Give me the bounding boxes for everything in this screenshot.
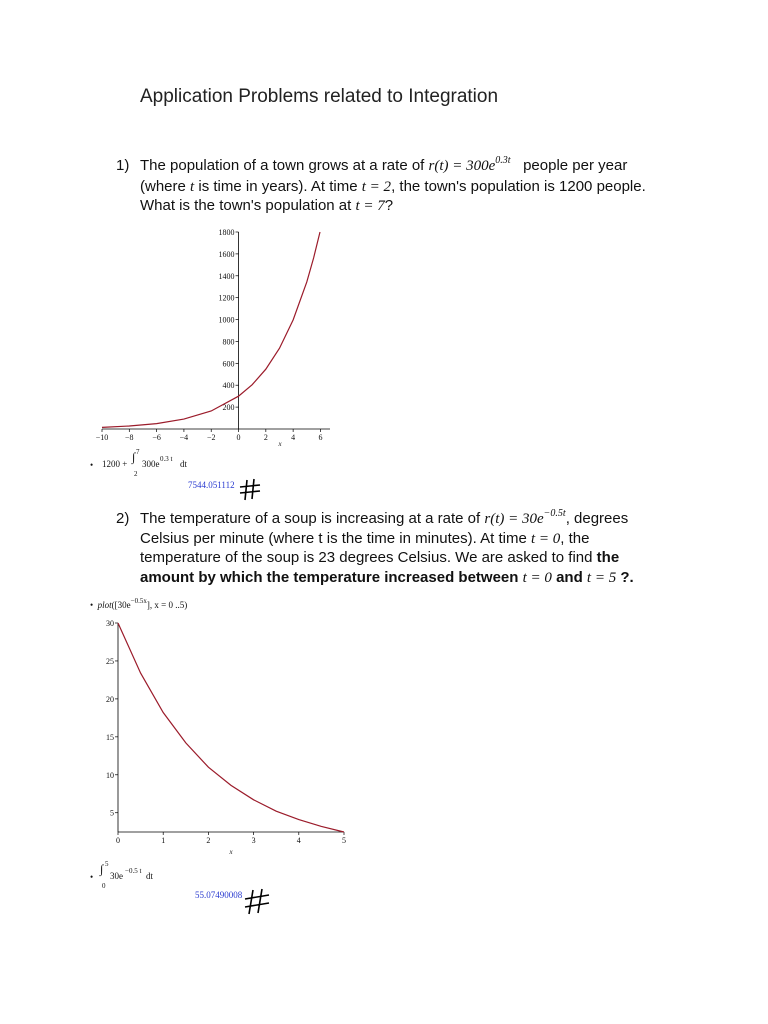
x-tick-label: −8: [125, 433, 134, 442]
p2-l3-bold: the: [596, 549, 620, 566]
p2-plot-cmd: plot: [97, 600, 112, 610]
x-tick-label: 3: [251, 836, 256, 845]
p2-l4-t5: t = 5: [586, 570, 617, 586]
p2-l2-t: t = 0: [530, 531, 561, 547]
p2-plot-args-a: ([30e: [111, 600, 131, 610]
x-tick-label: 4: [296, 836, 301, 845]
x-tick-label: 2: [206, 836, 211, 845]
page-title: Application Problems related to Integration: [140, 86, 499, 107]
y-tick-label: 1800: [218, 228, 235, 237]
p1-rate-exp: 0.3t: [495, 155, 511, 166]
p1-maple-integrand: 300e: [142, 459, 160, 469]
y-tick-label: 30: [106, 619, 114, 628]
p2-l4-t0: t = 0: [522, 570, 552, 586]
y-tick-label: 15: [106, 732, 114, 742]
p2-rate-exp: −0.5t: [543, 508, 566, 519]
p2-plot-exp: −0.5x: [130, 597, 147, 605]
p1-rate-lhs: r(t) = 300e: [428, 158, 496, 174]
x-tick-label: −2: [206, 433, 216, 442]
problem-2-line-1: [140, 510, 628, 528]
p2-plot-args-b: ], x = 0 ..5): [146, 600, 188, 610]
p2-maple-integrand: 30e: [110, 871, 123, 881]
x-axis-label: x: [229, 848, 233, 856]
hash-mark-icon: [243, 888, 271, 916]
problem-2-number: 2): [116, 510, 130, 527]
problem-1-line-3: [140, 197, 393, 215]
population-curve: [102, 232, 320, 427]
y-tick-label: 1400: [218, 271, 235, 281]
population-chart: [90, 224, 340, 454]
p1-l2-t2: t = 2: [361, 179, 392, 195]
x-tick-label: 6: [318, 433, 323, 442]
p2-l1-a: The temperature of a soup is increasing at a rate of: [140, 510, 481, 527]
x-tick-label: 0: [236, 433, 241, 442]
problem-2-result: 55.07490008: [195, 890, 243, 900]
problem-1-line-1: [140, 157, 627, 175]
p2-maple-exp: −0.5 t: [125, 867, 142, 875]
p1-maple-dt: dt: [180, 459, 188, 469]
x-axis-label: x: [278, 440, 282, 448]
p2-l4-end: ?.: [620, 569, 634, 586]
p2-plot-bullet: •: [90, 600, 94, 610]
p1-l2-c: , the town's population is 1200 people.: [391, 178, 646, 195]
p1-l1-text-a: The population of a town grows at a rate of: [140, 157, 425, 174]
problem-1-number: 1): [116, 157, 130, 174]
p2-l4-bold-a: amount by which the temperature increased between: [140, 569, 519, 586]
hash-mark-icon: [238, 478, 262, 502]
p1-l3-t: t = 7: [355, 198, 385, 214]
x-tick-label: 2: [263, 433, 268, 442]
problem-1-line-2: [140, 178, 646, 196]
y-tick-label: 800: [222, 337, 235, 347]
problem-1-maple-integral: [90, 450, 290, 480]
p1-maple-exp: 0.3 t: [160, 455, 173, 463]
p1-l1-text-b: people per year: [523, 157, 628, 174]
y-tick-label: 600: [222, 359, 235, 369]
y-tick-label: 20: [106, 694, 114, 704]
p1-rate-formula: [428, 155, 511, 174]
p1-l2-a: (where: [140, 178, 186, 195]
x-tick-label: −6: [152, 433, 161, 442]
y-tick-label: 10: [106, 770, 114, 780]
p2-l2-a: Celsius per minute (where t is the time in minutes). At time: [140, 530, 527, 547]
p1-maple-pre: 1200 +: [102, 459, 128, 469]
y-tick-label: 1600: [218, 249, 235, 259]
p2-l2-b: , the: [560, 530, 590, 547]
y-tick-label: 1200: [218, 293, 235, 303]
problem-2-line-2: [140, 530, 589, 548]
p2-maple-lower: 0: [102, 882, 106, 890]
y-tick-label: 1000: [218, 315, 235, 325]
y-tick-label: 400: [222, 381, 235, 391]
integral-sign-icon: ∫: [100, 862, 104, 876]
p2-rate-lhs: r(t) = 30e: [484, 511, 544, 527]
problem-1-result: 7544.051112: [188, 480, 235, 490]
problem-2-line-3: [140, 549, 619, 566]
y-tick-label: 200: [222, 403, 235, 413]
x-tick-label: 4: [291, 433, 296, 442]
x-tick-label: 5: [342, 836, 346, 845]
integral-sign-icon: ∫: [132, 450, 136, 464]
p2-rate-formula: [484, 508, 566, 527]
p2-maple-upper: 5: [105, 860, 109, 868]
temperature-rate-chart: [96, 614, 352, 858]
p1-maple-upper: 7: [136, 448, 140, 456]
problem-2-line-4: [140, 569, 634, 587]
p1-l2-t: t: [190, 179, 195, 195]
problem-2-plot-command: [90, 597, 188, 610]
p2-maple-dt: dt: [146, 871, 154, 881]
p1-maple-bullet: •: [90, 460, 94, 470]
p2-l3: temperature of the soup is 23 degrees Celsius. We are asked to find: [140, 549, 593, 566]
p2-l4-and: and: [556, 569, 583, 586]
temperature-rate-curve: [118, 623, 344, 832]
p2-l1-b: , degrees: [565, 510, 629, 527]
x-tick-label: −4: [179, 433, 189, 442]
p1-maple-lower: 2: [134, 470, 138, 478]
y-tick-label: 25: [106, 656, 114, 666]
x-tick-label: 0: [116, 836, 120, 845]
x-tick-label: 1: [161, 836, 166, 845]
p1-l2-b: is time in years). At time: [198, 178, 358, 195]
x-tick-label: −10: [95, 433, 109, 442]
y-tick-label: 5: [110, 808, 114, 818]
p2-maple-bullet: •: [90, 872, 94, 882]
p1-l3-a: What is the town's population at: [140, 197, 352, 214]
p1-l3-b: ?: [384, 197, 394, 214]
